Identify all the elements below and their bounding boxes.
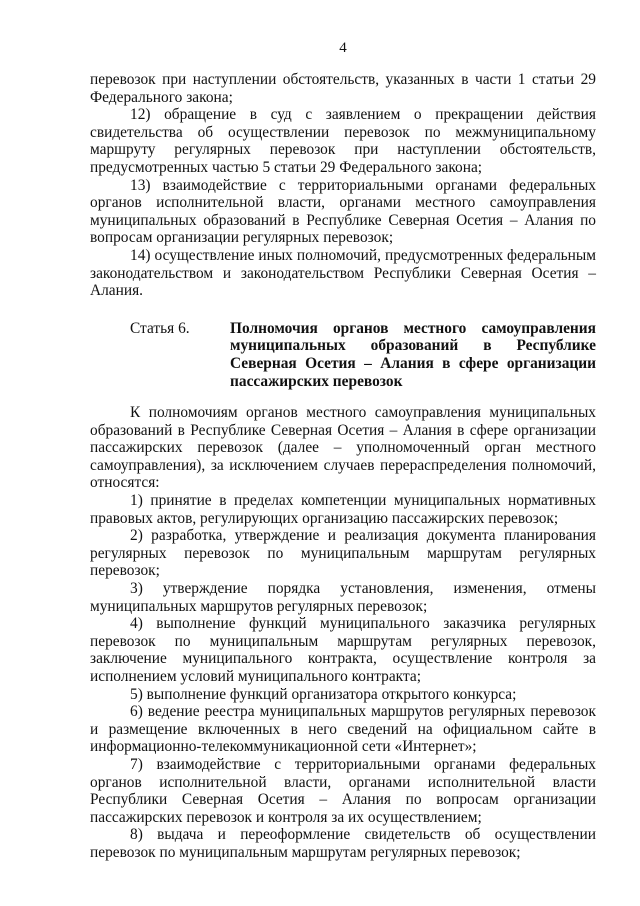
list-item-8: 8) выдача и переоформление свидетельств об осуществлении перевозок по муниципальным маршрутам регулярных перевозок; (90, 826, 596, 861)
list-item-5: 5) выполнение функций организатора открытого конкурса; (130, 685, 517, 703)
list-item-13: 13) взаимодействие с территориальными органами федеральных органов исполнительной власти, органами местного самоуправления муниципальных образований в Республике Северная Осетия – Алания по вопросам организации регулярных перевозок; (90, 176, 596, 247)
paragraph-continuation: перевозок при наступлении обстоятельств, указанных в части 1 статьи 29 Федерального закона; (90, 71, 596, 106)
page-number: 4 (339, 40, 347, 56)
list-item-7: 7) взаимодействие с территориальными органами федеральных органов исполнительной власти, органами исполнительной власти Республики Северная Осетия – Алания по вопросам организации пассажирских перевозок и контроля за их осуществлением; (90, 755, 596, 826)
list-item-1: 1) принятие в пределах компетенции муниципальных нормативных правовых актов, регулирующих организацию пассажирских перевозок; (90, 492, 596, 527)
article-intro-paragraph: К полномочиям органов местного самоуправления муниципальных образований в Республике Северная Осетия – Алания в сфере организации пассажирских перевозок (далее – уполномоченный орган местного самоуправления), за исключением случаев перераспределения полномочий, относятся: (90, 404, 596, 492)
article-heading (90, 320, 596, 390)
article-title: Полномочия органов местного самоуправления муниципальных образований в Республике Северная Осетия – Алания в сфере организации пассажирских перевозок (230, 319, 596, 390)
list-item-14: 14) осуществление иных полномочий, предусмотренных федеральным законодательством и законодательством Республики Северная Осетия – Алания. (90, 246, 596, 300)
list-item-3: 3) утверждение порядка установления, изменения, отмены муниципальных маршрутов регулярных перевозок; (90, 580, 596, 615)
list-item-4: 4) выполнение функций муниципального заказчика регулярных перевозок по муниципальным маршрутам регулярных перевозок, заключение муниципального контракта, осуществление контроля за исполнением условий муниципального контракта; (90, 615, 596, 685)
list-item-12: 12) обращение в суд с заявлением о прекращении действия свидетельства об осуществлении перевозок по межмуниципальному маршруту регулярных перевозок при наступлении обстоятельств, предусмотренных частью 5 статьи 29 Федерального закона; (90, 106, 596, 176)
article-label: Статья 6. (130, 319, 190, 337)
list-item-2: 2) разработка, утверждение и реализация документа планирования регулярных перевозок по муниципальным маршрутам регулярных перевозок; (90, 527, 596, 580)
list-item-6: 6) ведение реестра муниципальных маршрутов регулярных перевозок и размещение включенных в него сведений на официальном сайте в информационно-телекоммуникационной сети «Интернет»; (90, 703, 596, 756)
